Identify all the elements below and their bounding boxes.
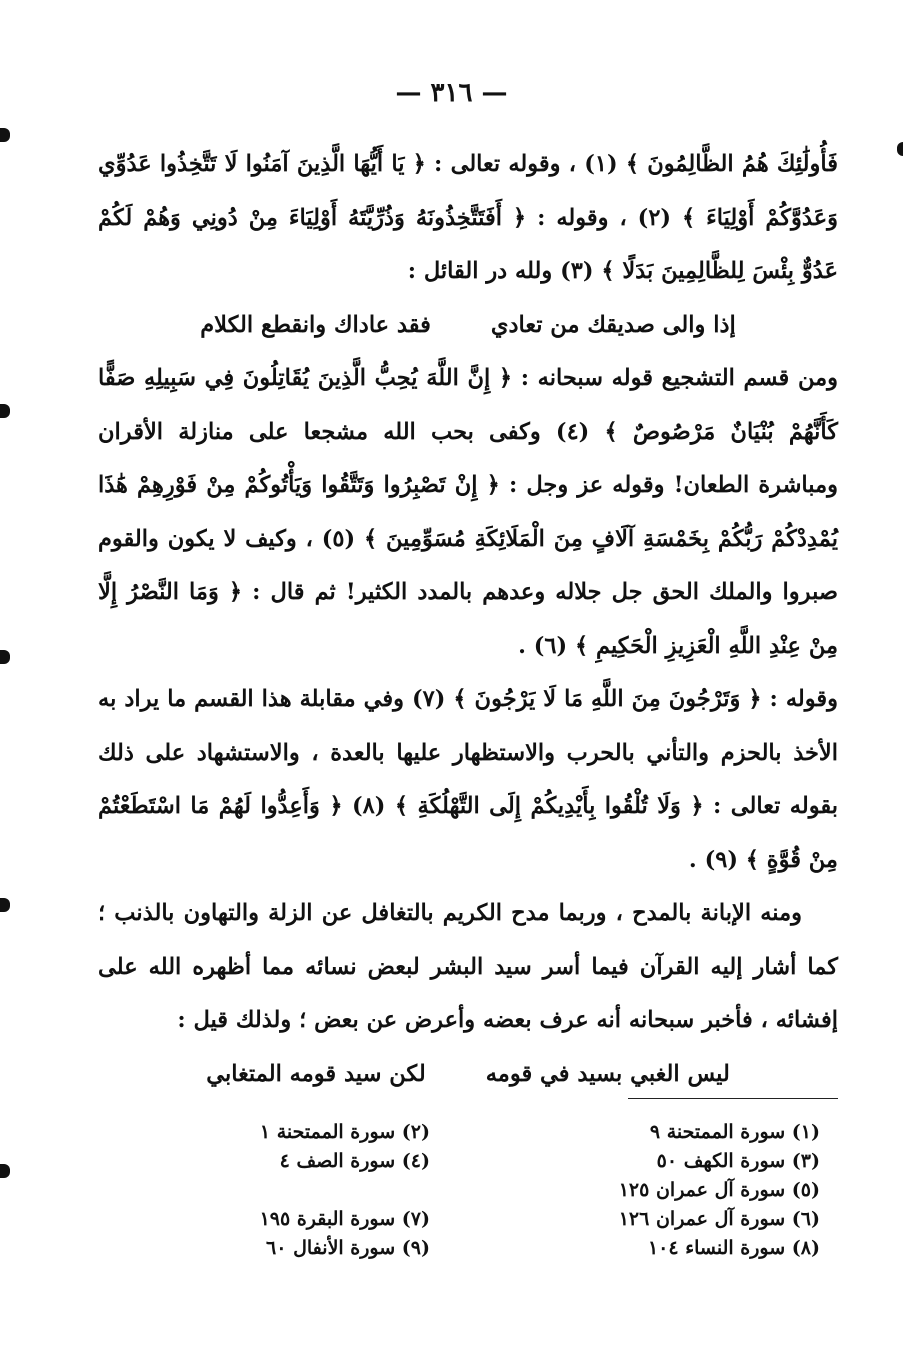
paragraph-3: وقوله : ﴿ وَتَرْجُونَ مِنَ اللَّهِ مَا لَا يَرْجُونَ ﴾ (٧) وفي مقابلة هذا القسم ما يراد به الأخذ بالحزم والتأني بالحرب والاستظهار عليها بالعدة ، والاستشهاد على ذلك بقوله تعالى : ﴿ وَلَا تُلْقُوا بِأَيْدِيكُمْ إِلَى التَّهْلُكَةِ ﴾ (٨) ﴿ وَأَعِدُّوا لَهُمْ مَا اسْتَطَعْتُمْ مِنْ قُوَّةٍ ﴾ (٩) .: [98, 686, 838, 873]
footnote-item: (٥) سورة آل عمران ١٢٥: [618, 1179, 820, 1201]
paragraph-1: فَأُولَٰئِكَ هُمُ الظَّالِمُونَ ﴾ (١) ، وقوله تعالى : ﴿ يَا أَيُّهَا الَّذِينَ آمَنُوا لَا تَتَّخِذُوا عَدُوِّي وَعَدُوَّكُمْ أَوْلِيَاءَ ﴾ (٢) ، وقوله : ﴿ أَفَتَتَّخِذُونَهُ وَذُرِّيَّتَهُ أَوْلِيَاءَ مِنْ دُونِي وَهُمْ لَكُمْ عَدُوٌّ بِئْسَ لِلظَّالِمِينَ بَدَلًا ﴾ (٣) ولله در القائل :: [98, 151, 838, 284]
paragraph-2: ومن قسم التشجيع قوله سبحانه : ﴿ إِنَّ اللَّهَ يُحِبُّ الَّذِينَ يُقَاتِلُونَ فِي سَبِيلِهِ صَفًّا كَأَنَّهُمْ بُنْيَانٌ مَرْصُوصٌ ﴾ (٤) وكفى بحب الله مشجعا على منازلة الأقران ومباشرة الطعان! وقوله عز وجل : ﴿ إِنْ تَصْبِرُوا وَتَتَّقُوا وَيَأْتُوكُمْ مِنْ فَوْرِهِمْ هَٰذَا يُمْدِدْكُمْ رَبُّكُمْ بِخَمْسَةِ آلَافٍ مِنَ الْمَلَائِكَةِ مُسَوِّمِينَ ﴾ (٥) ، وكيف لا يكون والقوم صبروا والملك الحق جل جلاله وعدهم بالمدد الكثير! ثم قال : ﴿ وَمَا النَّصْرُ إِلَّا مِنْ عِنْدِ اللَّهِ الْعَزِيزِ الْحَكِيمِ ﴾ (٦) .: [98, 365, 838, 659]
verse-1-first-hemistich: إذا والى صديقك من تعادي: [490, 311, 736, 338]
verse-2-second-hemistich: لكن سيد قومه المتغابي: [206, 1060, 426, 1087]
scan-margin-mark: [0, 128, 10, 142]
verse-1-second-hemistich: فقد عاداك وانقطع الكلام: [200, 311, 431, 338]
footnotes-right-column: [500, 1118, 820, 1263]
footnote-item: (٤) سورة الصف ٤: [279, 1150, 430, 1172]
verse-1: [98, 299, 838, 353]
scan-margin-mark: [0, 1164, 10, 1178]
footnote-item: (٢) سورة الممتحنة ١: [259, 1121, 430, 1143]
footnote-gap: [110, 1176, 430, 1205]
body-text: [98, 138, 838, 1101]
footnote-item: (٦) سورة آل عمران ١٢٦: [618, 1208, 820, 1230]
paragraph-4: ومنه الإبانة بالمدح ، وربما مدح الكريم بالتغافل عن الزلة والتهاون بالذنب ؛ كما أشار إليه القرآن فيما أسر سيد البشر لبعض نسائه مما أظهره الله على إفشائه ، فأخبر سبحانه أنه عرف بعضه وأعرض عن بعض ؛ ولذلك قيل :: [98, 900, 838, 1033]
scan-margin-mark: [0, 898, 10, 912]
scan-margin-mark: [0, 650, 10, 664]
footnote-item: (٩) سورة الأنفال ٦٠: [266, 1237, 430, 1259]
verse-2-first-hemistich: ليس الغبي بسيد في قومه: [485, 1060, 730, 1087]
scan-margin-mark: [897, 142, 903, 156]
footnote-divider: [628, 1098, 838, 1099]
footnote-item: (٨) سورة النساء ١٠٤: [647, 1237, 820, 1259]
scan-margin-mark: [0, 404, 10, 418]
footnote-item: (٧) سورة البقرة ١٩٥: [259, 1208, 430, 1230]
page-number: — ٣١٦ —: [395, 78, 508, 108]
footnote-item: (٣) سورة الكهف ٥٠: [656, 1150, 820, 1172]
footnotes-left-column: [110, 1118, 430, 1263]
footnote-item: (١) سورة الممتحنة ٩: [649, 1121, 820, 1143]
verse-2: [98, 1048, 838, 1102]
